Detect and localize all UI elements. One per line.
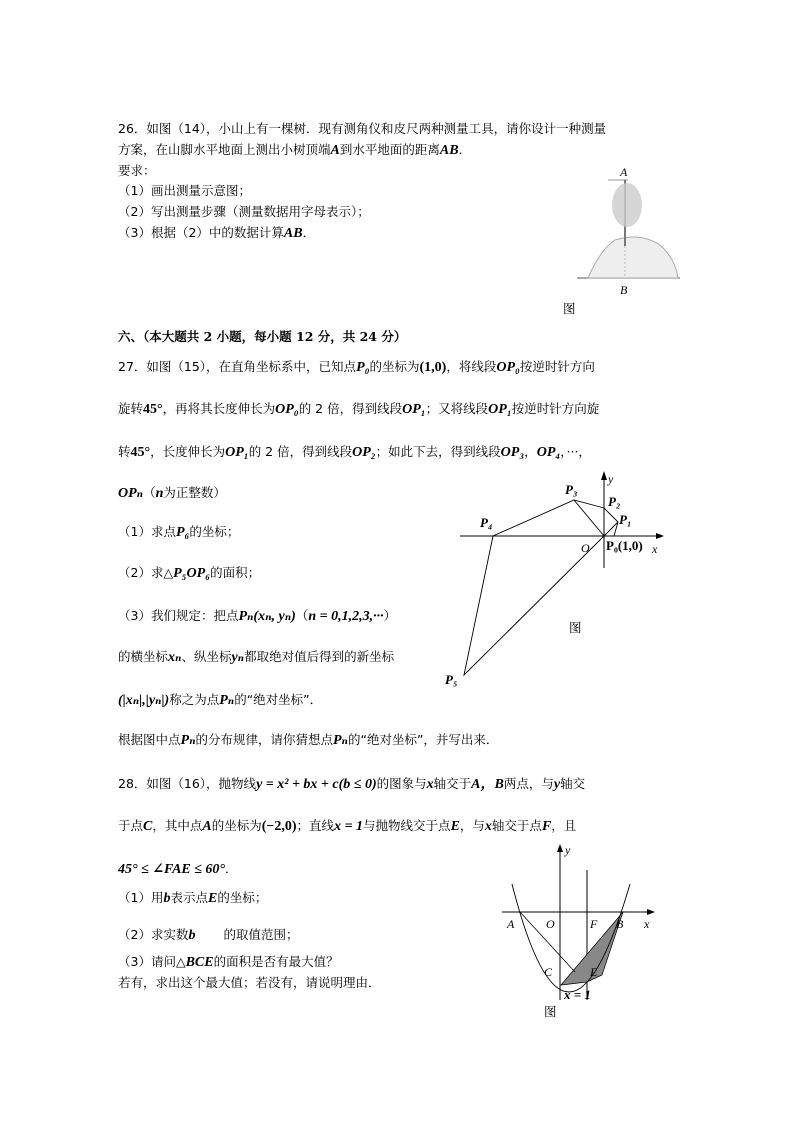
text: ） bbox=[383, 608, 397, 623]
math: 45° bbox=[130, 445, 151, 460]
math: E bbox=[450, 819, 460, 834]
text: 轴交于点 bbox=[491, 818, 542, 833]
label-x: x bbox=[644, 917, 650, 931]
math: 45° bbox=[143, 402, 163, 417]
label-x-equals-1: x = 1 bbox=[564, 987, 591, 1002]
q26-item2: （2）写出测量步骤（测量数据用字母表示）； bbox=[118, 204, 370, 219]
math: Pₙ bbox=[333, 733, 348, 748]
text: 的 2 倍，得到线段 bbox=[298, 401, 403, 416]
text: 表示点 bbox=[170, 890, 208, 905]
math: BCE bbox=[185, 955, 214, 970]
math: xₙ bbox=[168, 650, 182, 665]
label-P5: P₅ bbox=[445, 672, 458, 687]
label-x: x bbox=[652, 542, 658, 556]
math: P₀ bbox=[356, 360, 370, 375]
text: 的坐标为 bbox=[369, 359, 420, 374]
label-C: C bbox=[544, 965, 553, 979]
label-P4: P₄ bbox=[480, 515, 493, 530]
text: 的“绝对坐标”． bbox=[234, 692, 323, 707]
text: 轴交 bbox=[560, 776, 586, 791]
q26-line1: 26．如图（14），小山上有一棵树．现有测角仪和皮尺两种测量工具，请你设计一种测量 bbox=[118, 121, 607, 136]
math: F bbox=[541, 819, 552, 834]
math: (1,0) bbox=[419, 360, 447, 375]
label-F: F bbox=[590, 917, 598, 931]
math: (|xₙ|,|yₙ|) bbox=[118, 693, 170, 708]
label-O: O bbox=[546, 917, 555, 931]
label-P3: P₃ bbox=[565, 482, 578, 497]
label-A: A bbox=[507, 917, 515, 931]
label-P0: P₀(1,0) bbox=[606, 538, 643, 553]
q26-item1: （1）画出测量示意图； bbox=[118, 183, 251, 198]
math: x bbox=[484, 819, 492, 834]
text: ，且 bbox=[551, 818, 577, 833]
text: ，长度伸长为 bbox=[150, 444, 226, 459]
label-y: y bbox=[565, 843, 571, 857]
text: 的面积是否有最大值？ bbox=[213, 954, 339, 969]
text: 的“绝对坐标”，并写出来． bbox=[347, 732, 499, 747]
math: n bbox=[155, 486, 164, 501]
text: ． bbox=[302, 225, 316, 240]
x-axis-arrow-icon bbox=[647, 909, 655, 915]
text: 的 2 倍，得到线段 bbox=[248, 444, 353, 459]
section-heading: 六、（本大题共 2 小题，每小题 12 分，共 24 分） bbox=[118, 329, 407, 344]
text: 的坐标为 bbox=[211, 818, 262, 833]
figure-16-caption: 图 bbox=[544, 1004, 557, 1019]
math: Pₙ(xₙ, yₙ) bbox=[238, 609, 296, 624]
text: ，再将其长度伸长为 bbox=[162, 401, 276, 416]
text: ；又将线段 bbox=[425, 401, 489, 416]
math: OP₂ bbox=[352, 445, 376, 460]
text: （3）我们规定：把点 bbox=[118, 608, 239, 623]
math: E bbox=[207, 891, 218, 906]
math: A bbox=[330, 143, 340, 158]
text: ， bbox=[524, 444, 537, 459]
label-A: A bbox=[620, 165, 628, 179]
math: OP₁ bbox=[225, 445, 249, 460]
text: （1）求点 bbox=[118, 524, 176, 539]
text: 都取绝对值后得到的新坐标 bbox=[244, 649, 395, 664]
math: yₙ bbox=[231, 650, 245, 665]
text: 按逆时针方向 bbox=[519, 359, 595, 374]
text: ，与 bbox=[459, 818, 485, 833]
text: 的分布规律，请你猜想点 bbox=[195, 732, 333, 747]
math: OP₁ bbox=[488, 402, 512, 417]
math: OP₁ bbox=[402, 402, 426, 417]
math: (−2,0) bbox=[261, 819, 297, 834]
text: 28．如图（16），抛物线 bbox=[118, 776, 257, 791]
math: y bbox=[553, 777, 561, 792]
text: 为正整数） bbox=[163, 485, 226, 500]
label-B: B bbox=[620, 283, 628, 297]
text: 27．如图（15），在直角坐标系中，已知点 bbox=[118, 359, 357, 374]
math: P₅OP₆ bbox=[173, 566, 211, 581]
text: 于点 bbox=[118, 818, 144, 833]
math: OP₀ bbox=[496, 360, 520, 375]
q26-requirements: 要求： bbox=[118, 163, 156, 178]
label-O: O bbox=[581, 541, 590, 555]
text: ；如此下去，得到线段 bbox=[375, 444, 501, 459]
text: 根据图中点 bbox=[118, 732, 181, 747]
math: C bbox=[143, 819, 153, 834]
math: AB bbox=[283, 226, 303, 241]
text: 、纵坐标 bbox=[181, 649, 232, 664]
text: 到水平地面的距离 bbox=[339, 142, 440, 157]
math: Pₙ bbox=[180, 733, 196, 748]
text: 的图象与 bbox=[376, 776, 427, 791]
math: n = 0,1,2,3,··· bbox=[308, 609, 384, 624]
math: OP₃ bbox=[500, 445, 525, 460]
text: 的面积； bbox=[210, 565, 261, 580]
text: ，将线段 bbox=[446, 359, 497, 374]
math: x bbox=[426, 777, 434, 792]
text: 的取值范围； bbox=[223, 927, 299, 942]
math: A bbox=[202, 819, 212, 834]
text: 轴交于 bbox=[433, 776, 472, 791]
text: 的坐标； bbox=[189, 524, 240, 539]
text: 旋转 bbox=[118, 401, 144, 416]
math: OP₄ bbox=[536, 445, 561, 460]
text: （3）请问△ bbox=[118, 954, 186, 969]
text: （3）根据（2）中的数据计算 bbox=[118, 225, 284, 240]
text: 的坐标； bbox=[217, 890, 268, 905]
text: （ bbox=[295, 608, 309, 623]
text: ，···， bbox=[560, 444, 591, 459]
label-y: y bbox=[608, 472, 614, 486]
math: b bbox=[163, 891, 171, 906]
text: 与抛物线交于点 bbox=[363, 818, 451, 833]
text: （2）求△ bbox=[118, 565, 174, 580]
text: 转 bbox=[118, 444, 131, 459]
math: OP₀ bbox=[275, 402, 299, 417]
text: 的横坐标 bbox=[118, 649, 169, 664]
text: 称之为点 bbox=[169, 692, 220, 707]
text: ，其中点 bbox=[152, 818, 203, 833]
math: b bbox=[188, 928, 196, 943]
text: （2）求实数 bbox=[118, 927, 189, 942]
text: ． bbox=[225, 861, 238, 876]
math: y = x² + bx + c(b ≤ 0) bbox=[256, 777, 377, 792]
label-P2: P₂ bbox=[608, 494, 621, 509]
text: 按逆时针方向旋 bbox=[511, 401, 600, 416]
math: 45° ≤ ∠FAE ≤ 60° bbox=[118, 862, 226, 877]
figure-15-caption: 图 bbox=[569, 620, 582, 635]
label-P1: P₁ bbox=[619, 512, 632, 527]
label-E: E bbox=[590, 965, 598, 979]
text: ． bbox=[458, 142, 472, 157]
math: OPₙ bbox=[118, 486, 144, 501]
text: （1）用 bbox=[118, 890, 164, 905]
y-axis-arrow-icon bbox=[557, 844, 563, 852]
figure-14-caption: 图 bbox=[563, 301, 576, 316]
math: Pₙ bbox=[219, 693, 235, 708]
text: （ bbox=[143, 485, 156, 500]
math: AB bbox=[439, 143, 459, 158]
math: A，B bbox=[471, 777, 504, 792]
text: ；直线 bbox=[296, 818, 335, 833]
q28-line4: 若有，求出这个最大值；若没有，请说明理由． bbox=[118, 975, 381, 990]
math: P₆ bbox=[175, 525, 190, 540]
text: 两点，与 bbox=[503, 776, 554, 791]
label-B: B bbox=[616, 917, 624, 931]
math: x = 1 bbox=[334, 819, 364, 834]
text: 方案，在山脚水平地面上测出小树顶端 bbox=[118, 142, 331, 157]
